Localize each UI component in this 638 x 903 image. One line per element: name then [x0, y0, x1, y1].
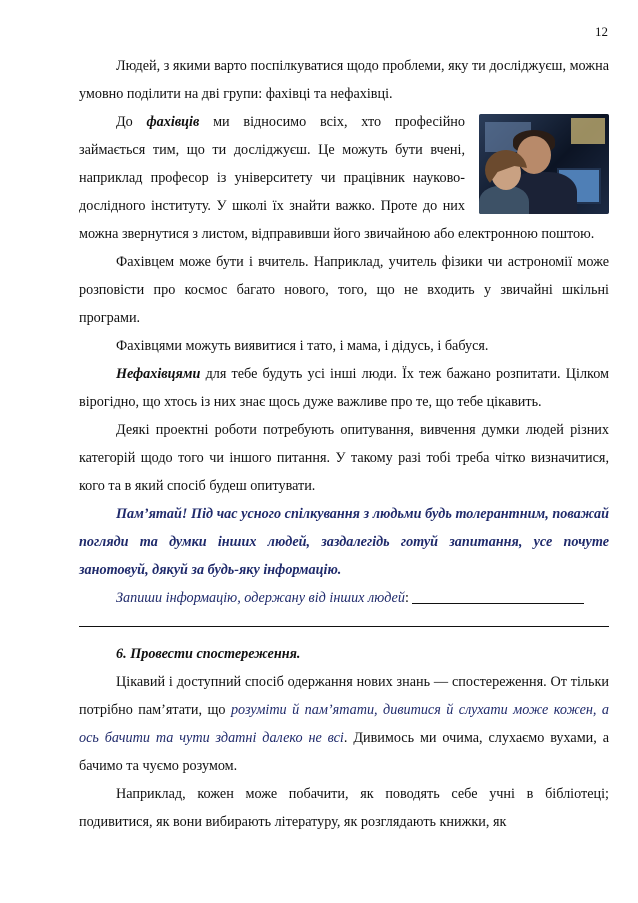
answer-line-1[interactable] — [412, 589, 584, 604]
paragraph-nonexperts: Нефахівцями для тебе будуть усі інші люди. Їх теж бажано розпитати. Цілком вірогідно, що хтось із них знає щось дуже важливе про те, що тебе цікавить. — [79, 366, 609, 410]
write-info-prompt: Запиши інформацію, одержану від інших людей: — [79, 584, 609, 612]
term-nonexperts: Нефахівцями — [116, 366, 201, 382]
paragraph-teacher: Фахівцем може бути і вчитель. Наприклад, учитель фізики чи астрономії може розповісти про космос багато нового, того, що не входить у звичайні шкільні програми. — [79, 254, 609, 326]
paragraph-example: Наприклад, кожен може побачити, як поводять себе учні в бібліотеці; подивитися, як вони вибирають літературу, як розглядають книжки, як — [79, 786, 609, 830]
highlight-quote: розуміти й пам’ятати, дивитися й слухати може кожен, а ось бачити та чути здатні далеко не всі — [79, 702, 609, 746]
paragraph-intro: Людей, з якими варто поспілкуватися щодо проблеми, яку ти досліджуєш, можна умовно поділити на дві групи: фахівці та нефахівці. — [79, 58, 609, 102]
reminder-note: Пам’ятай! Під час усного спілкування з людьми будь толерантним, поважай погляди та думки інших людей, заздалегідь готуй запитання, усе почуте занотовуй, дякуй за будь-яку інформацію. — [79, 506, 609, 578]
paragraph-family: Фахівцями можуть виявитися і тато, і мама, і дідусь, і бабуся. — [116, 338, 489, 354]
paragraph-survey: Деякі проектні роботи потребують опитування, вивчення думки людей різних категорій щодо того чи іншого питання. У такому разі тобі треба чітко визначитися, кого та в який спосіб будеш опитувати. — [79, 422, 609, 494]
write-info-label: Запиши інформацію, одержану від інших людей — [116, 590, 405, 606]
term-experts: фахівців — [146, 114, 200, 130]
answer-line-2[interactable] — [79, 612, 609, 627]
paragraph-experts: До фахівців ми відносимо всіх, хто професійно займається тим, що ти досліджуєш. Це можуть бути вчені, наприклад професор із університету чи працівник науково-дослідного інституту. У школі їх знайти важко. Проте до них можна звернутися з листом, відправивши його звичайною або електронною поштою. — [79, 108, 609, 248]
section-heading: 6. Провести спостереження. — [116, 646, 301, 662]
paragraph-observation: Цікавий і доступний спосіб одержання нових знань — спостереження. От тільки потрібно пам’ятати, що розуміти й пам’ятати, дивитися й слухати може кожен, а ось бачити та чути здатні далеко не всі. Дивимось ми очима, слухаємо вухами, а бачимо та чуємо розумом. — [79, 674, 610, 774]
students-photo — [479, 114, 609, 214]
page-number: 12 — [595, 24, 608, 39]
page-content — [79, 52, 609, 836]
